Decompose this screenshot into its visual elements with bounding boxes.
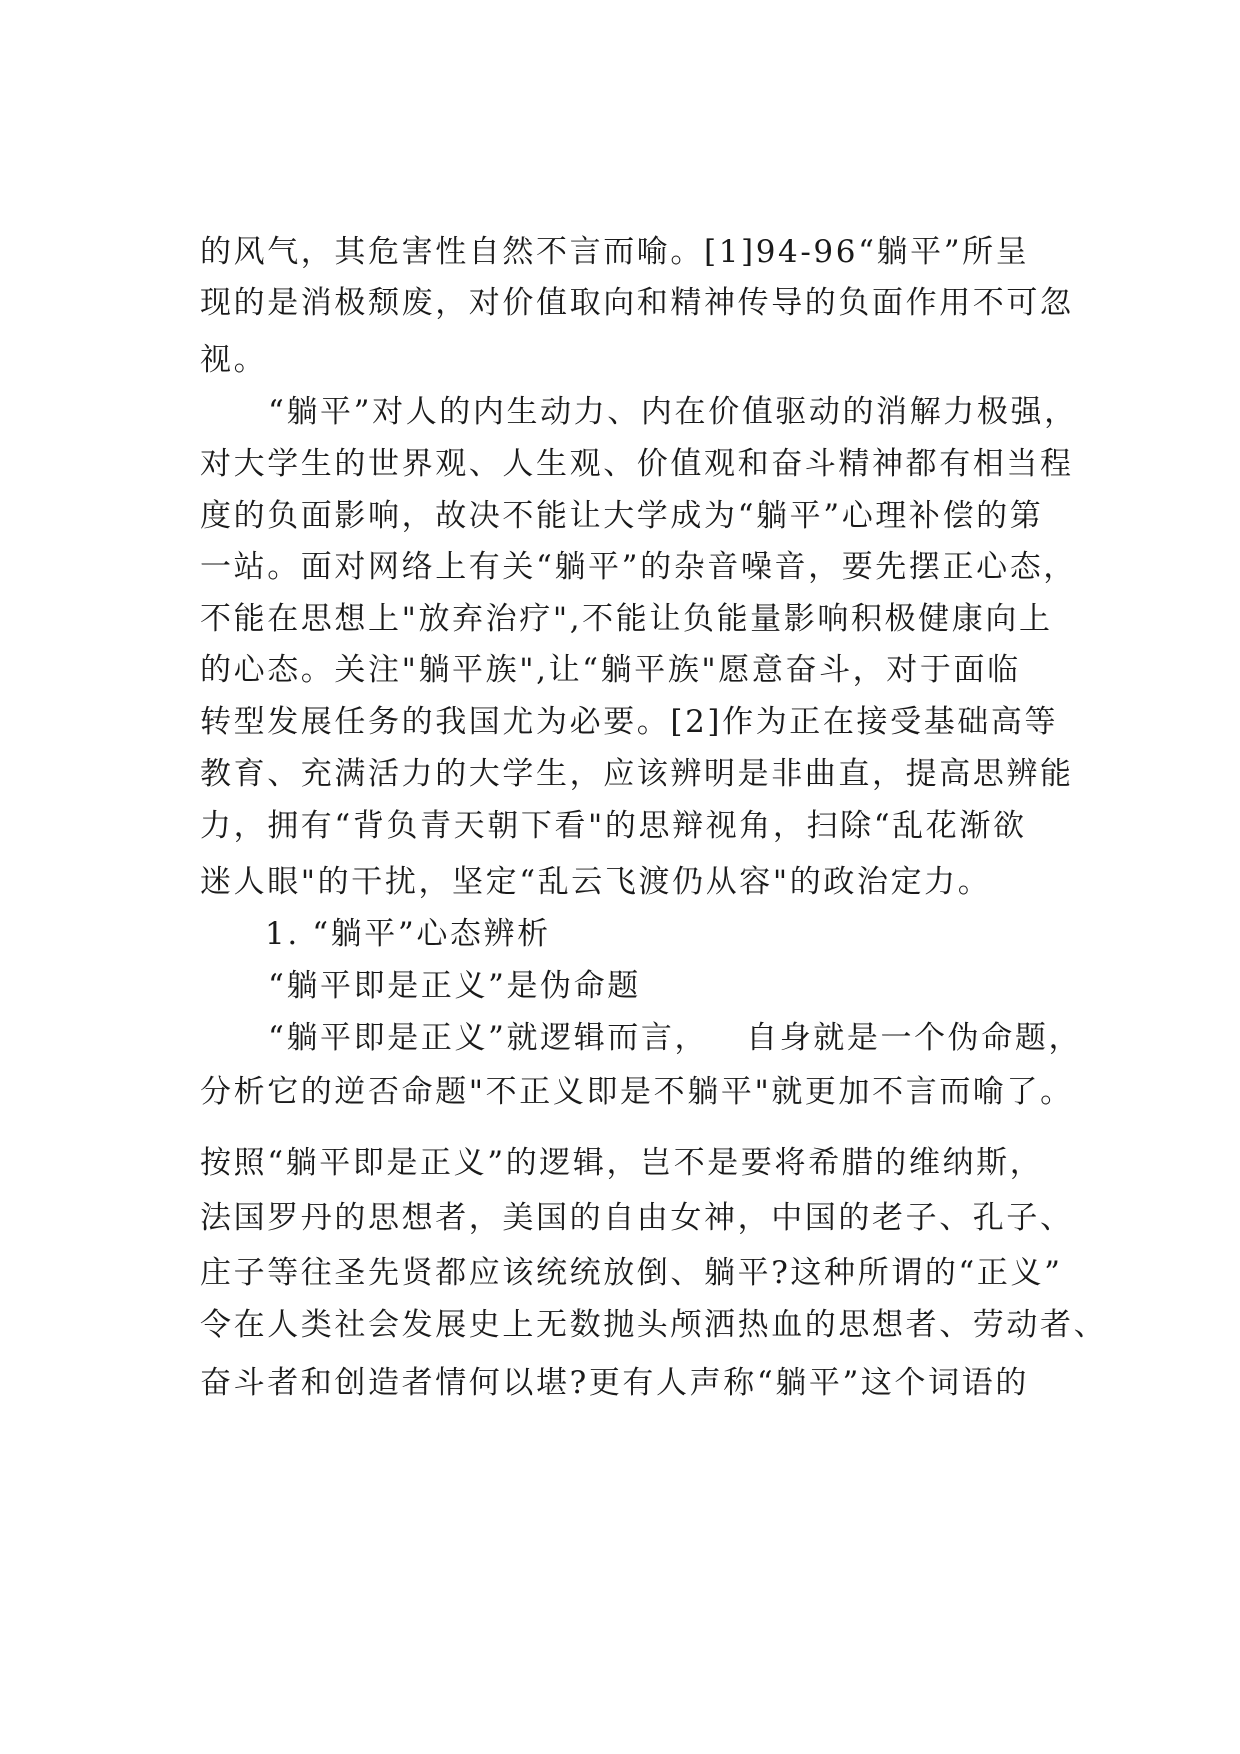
paragraph-line: 分析它的逆否命题"不正义即是不躺平"就更加不言而喻了。 [200,1074,1074,1110]
paragraph-line: 法国罗丹的思想者，美国的自由女神，中国的老子、孔子、 [200,1200,1074,1236]
paragraph-line: 对大学生的世界观、人生观、价值观和奋斗精神都有相当程 [200,446,1074,482]
paragraph-line [268,1018,1082,1058]
paragraph-line: 的风气，其危害性自然不言而喻。[1]94-96“躺平”所呈 [200,234,1030,270]
paragraph-line: 转型发展任务的我国尤为必要。[2]作为正在接受基础高等 [200,704,1059,740]
subsection-heading: “躺平即是正义”是伪命题 [268,968,641,1004]
line-segment: “躺平即是正义”就逻辑而言， [268,1020,709,1056]
paragraph-line: 视。 [200,342,268,378]
paragraph-line: 一站。面对网络上有关“躺平”的杂音噪音，要先摆正心态， [200,549,1077,585]
paragraph-line: 不能在思想上"放弃治疗",不能让负能量影响积极健康向上 [200,601,1053,637]
paragraph-line: 奋斗者和创造者情何以堪?更有人声称“躺平”这个词语的 [200,1365,1029,1401]
paragraph-line: 教育、充满活力的大学生，应该辨明是非曲直，提高思辨能 [200,756,1074,792]
paragraph-line: 令在人类社会发展史上无数抛头颅洒热血的思想者、劳动者、 [200,1307,1108,1343]
paragraph-line: “躺平”对人的内生动力、内在价值驱动的消解力极强， [268,394,1078,430]
line-segment: 自身就是一个伪命题， [746,1020,1083,1056]
paragraph-line: 迷人眼"的干扰，坚定“乱云飞渡仍从容"的政治定力。 [200,864,992,900]
paragraph-line: 的心态。关注"躺平族",让“躺平族"愿意奋斗，对于面临 [200,652,1021,688]
paragraph-line: 力，拥有“背负青天朝下看"的思辩视角，扫除“乱花渐欲 [200,808,1027,844]
paragraph-line: 按照“躺平即是正义”的逻辑，岂不是要将希腊的维纳斯， [200,1145,1044,1181]
paragraph-line: 度的负面影响，故决不能让大学成为“躺平”心理补偿的第 [200,498,1044,534]
section-heading: 1. “躺平”心态辨析 [265,916,551,952]
paragraph-line: 庄子等往圣先贤都应该统统放倒、躺平?这种所谓的“正义” [200,1255,1063,1291]
paragraph-line: 现的是消极颓废，对价值取向和精神传导的负面作用不可忽 [200,285,1074,321]
